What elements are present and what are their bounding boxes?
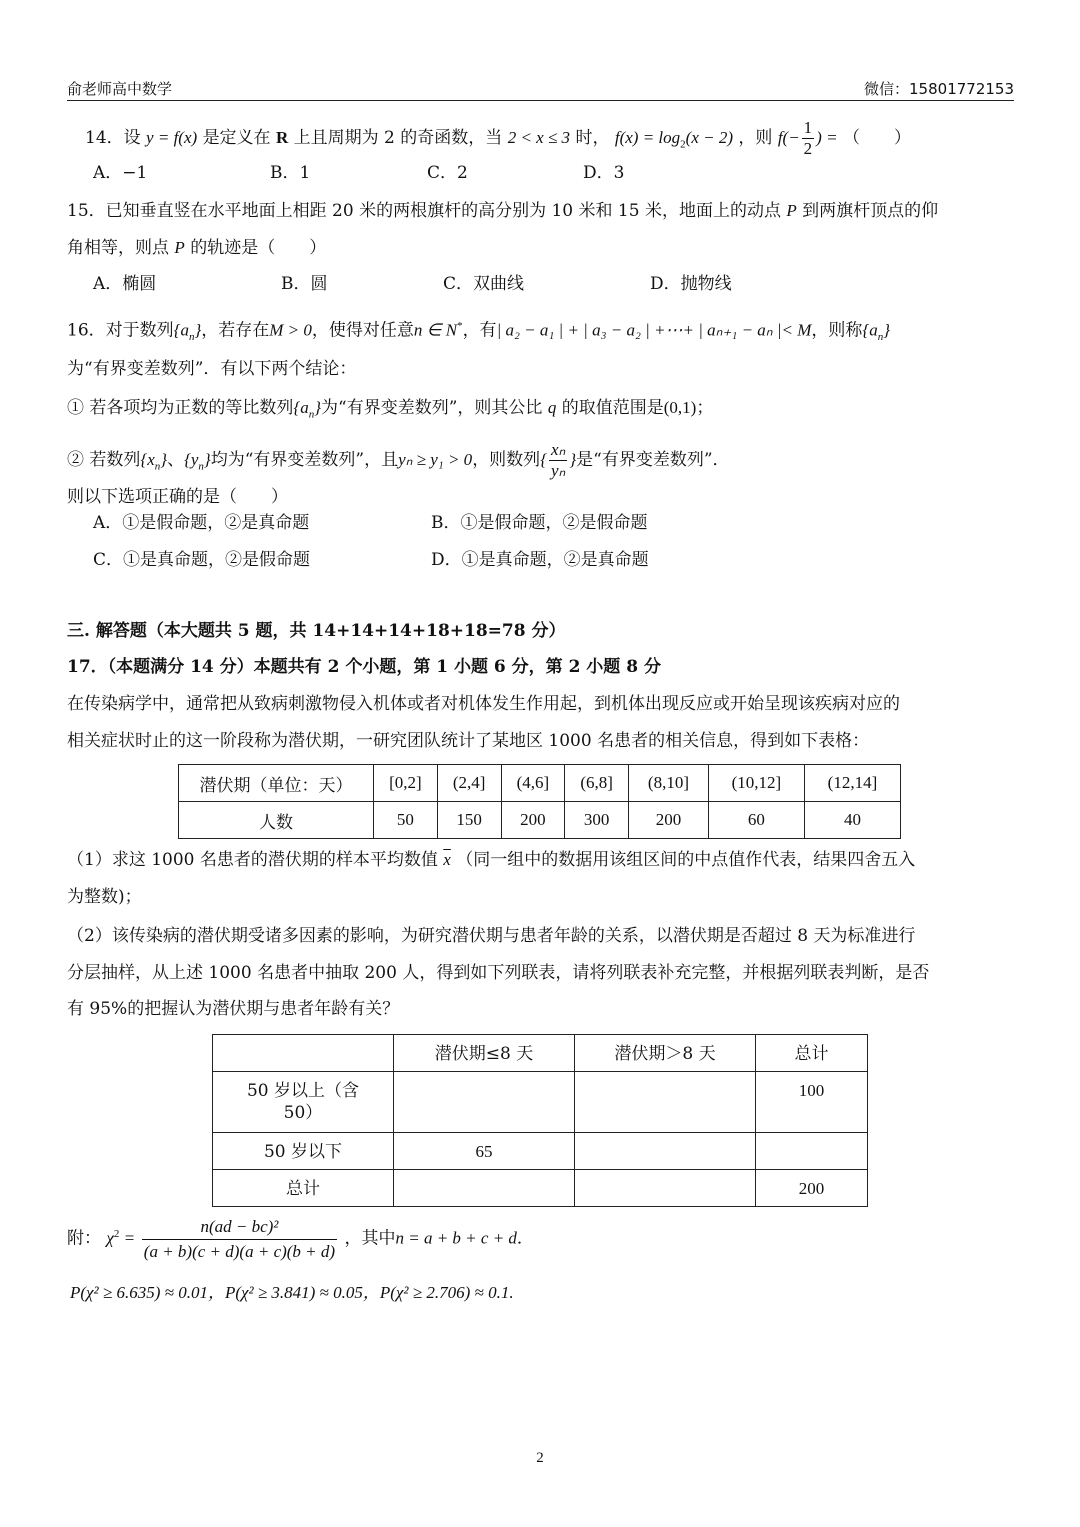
table-cell: [0,2] bbox=[374, 765, 438, 802]
table-cell: (6,8] bbox=[565, 765, 629, 802]
table-cell bbox=[213, 1035, 394, 1072]
q14-option-c: C．2 bbox=[427, 163, 468, 183]
table-row bbox=[213, 1035, 868, 1072]
header-right: 微信：15801772153 bbox=[864, 80, 1014, 98]
latency-table bbox=[178, 764, 901, 839]
q17-sub2-line2: 分层抽样，从上述 1000 名患者中抽取 200 人，得到如下列联表，请将列联表补充完整，并根据列联表判断，是否 bbox=[67, 963, 930, 983]
q16-statement-2: ② 若数列$\{x_n\}$、$\{y_n\}$均为“有界变差数列”，且yₙ ≥ y₁ > 0，则数列{ $\frac{\text{xₙ}}{\text{yₙ}}$ }是“有界变差数列”． bbox=[67, 440, 730, 480]
table-cell: 200 bbox=[501, 802, 565, 839]
q15-option-b: B．圆 bbox=[281, 274, 328, 294]
q16-option-d: D．①是真命题，②是真命题 bbox=[431, 550, 649, 570]
table-cell: 65 bbox=[394, 1133, 575, 1170]
section-heading: 三. 解答题（本大题共 5 题，共 14+14+14+18+18=78 分） bbox=[67, 621, 566, 641]
table-cell: 300 bbox=[565, 802, 629, 839]
table-cell: 50 岁以上（含 50） bbox=[213, 1072, 394, 1133]
table-cell: (2,4] bbox=[437, 765, 501, 802]
q16-ask: 则以下选项正确的是（ ） bbox=[67, 487, 288, 507]
q14-option-a: A．−1 bbox=[93, 163, 148, 183]
table-cell: 总计 bbox=[213, 1170, 394, 1207]
q17-sub2-line3: 有 95%的把握认为潜伏期与患者年龄有关？ bbox=[67, 999, 400, 1019]
table-row bbox=[213, 1133, 868, 1170]
q14-option-b: B．1 bbox=[270, 163, 311, 183]
table-cell: 总计 bbox=[756, 1035, 868, 1072]
q15-line1: 15．已知垂直竖在水平地面上相距 20 米的两根旗杆的高分别为 10 米和 15 米，地面上的动点 P 到两旗杆顶点的仰 bbox=[67, 201, 939, 221]
q16-fraction: $\frac{\text{xₙ}}{\text{yₙ}}$ bbox=[551, 440, 566, 480]
table-cell: 60 bbox=[708, 802, 804, 839]
q15-option-a: A．椭圆 bbox=[93, 274, 157, 294]
q17-probabilities: P(χ² ≥ 6.635) ≈ 0.01，P(χ² ≥ 3.841) ≈ 0.05，P(χ² ≥ 2.706) ≈ 0.1. bbox=[70, 1283, 514, 1302]
table-cell: (8,10] bbox=[629, 765, 709, 802]
table-cell: (4,6] bbox=[501, 765, 565, 802]
q16-statement-1: ① 若各项均为正数的等比数列$\{a_n\}$为“有界变差数列”，则其公比 q 的取值范围是(0,1)； bbox=[67, 398, 714, 421]
q14-fraction: $\frac{1}{2}$ bbox=[803, 118, 813, 158]
q14-option-d: D．3 bbox=[583, 163, 625, 183]
table-cell: 潜伏期（单位：天） bbox=[179, 765, 374, 802]
q16-line2: 为“有界变差数列”．有以下两个结论： bbox=[67, 359, 357, 379]
table-cell: 200 bbox=[629, 802, 709, 839]
q17-paragraph-1: 在传染病学中，通常把从致病刺激物侵入机体或者对机体发生作用起，到机体出现反应或开始呈现该疾病对应的 bbox=[67, 694, 900, 714]
table-row bbox=[213, 1072, 868, 1133]
chi-square-fraction: $\frac{\text{n(ad − bc)²}}{(a + b)(c + d)(a + c)(b + d)}$ bbox=[143, 1216, 336, 1261]
q16-line1: 16．对于数列$\{a_n\}$，若存在M > 0，使得对任意n ∈ N*，有| a₂ − a₁ | + | a₃ − a₂ | +⋯+ | aₙ₊₁ − aₙ |< M，则称$\{a_n\}$ bbox=[67, 320, 891, 344]
table-row bbox=[179, 765, 901, 802]
table-cell: 100 bbox=[756, 1072, 868, 1133]
table-cell: 人数 bbox=[179, 802, 374, 839]
page-number: 2 bbox=[536, 1450, 544, 1466]
q16-option-b: B．①是假命题，②是假命题 bbox=[431, 513, 648, 533]
q14-stem: 14．设 y = f(x) 是定义在 R 上且周期为 2 的奇函数，当 2 < x ≤ 3 时， $f(x) = \log_2(x - 2)$ ，则 f(− $\frac{1}{2}$ ) = （ ） bbox=[85, 118, 911, 158]
q17-paragraph-2: 相关症状时止的这一阶段称为潜伏期，一研究团队统计了某地区 1000 名患者的相关信息，得到如下表格： bbox=[67, 731, 870, 751]
contingency-table bbox=[212, 1034, 868, 1207]
q15-line2: 角相等，则点 P 的轨迹是（ ） bbox=[67, 238, 327, 258]
header-left: 俞老师高中数学 bbox=[67, 80, 173, 98]
q17-sub1-line2: 为整数)； bbox=[67, 887, 142, 907]
q17-sub1-line1: （1）求这 1000 名患者的潜伏期的样本平均数值 $\overline{x}$ （同一组中的数据用该组区间的中点值作代表，结果四舍五入 bbox=[67, 850, 916, 870]
table-cell: 200 bbox=[756, 1170, 868, 1207]
q17-sub2-line1: （2）该传染病的潜伏期受诸多因素的影响，为研究潜伏期与患者年龄的关系，以潜伏期是否超过 8 天为标准进行 bbox=[67, 926, 916, 946]
table-cell bbox=[394, 1170, 575, 1207]
q16-option-c: C．①是真命题，②是假命题 bbox=[93, 550, 311, 570]
q15-option-d: D．抛物线 bbox=[650, 274, 732, 294]
q16-option-a: A．①是假命题，②是真命题 bbox=[93, 513, 310, 533]
table-cell: 潜伏期＞8 天 bbox=[575, 1035, 756, 1072]
table-cell bbox=[756, 1133, 868, 1170]
table-cell: (12,14] bbox=[804, 765, 900, 802]
table-cell: (10,12] bbox=[708, 765, 804, 802]
q15-option-c: C．双曲线 bbox=[443, 274, 525, 294]
table-cell: 150 bbox=[437, 802, 501, 839]
table-cell bbox=[575, 1072, 756, 1133]
table-cell bbox=[575, 1133, 756, 1170]
q17-title: 17．（本题满分 14 分）本题共有 2 个小题，第 1 小题 6 分，第 2 小题 8 分 bbox=[67, 657, 661, 677]
table-cell: 40 bbox=[804, 802, 900, 839]
table-row bbox=[213, 1170, 868, 1207]
table-cell: 50 bbox=[374, 802, 438, 839]
table-row bbox=[179, 802, 901, 839]
table-cell bbox=[575, 1170, 756, 1207]
table-cell bbox=[394, 1072, 575, 1133]
table-cell: 50 岁以下 bbox=[213, 1133, 394, 1170]
page-header bbox=[67, 76, 1014, 101]
table-cell: 潜伏期≤8 天 bbox=[394, 1035, 575, 1072]
q17-formula: 附： $\chi^2$ = $\frac{\text{n(ad − bc)²}}{(a + b)(c + d)(a + c)(b + d)}$ ，其中n = a + b + c + d． bbox=[67, 1212, 534, 1264]
